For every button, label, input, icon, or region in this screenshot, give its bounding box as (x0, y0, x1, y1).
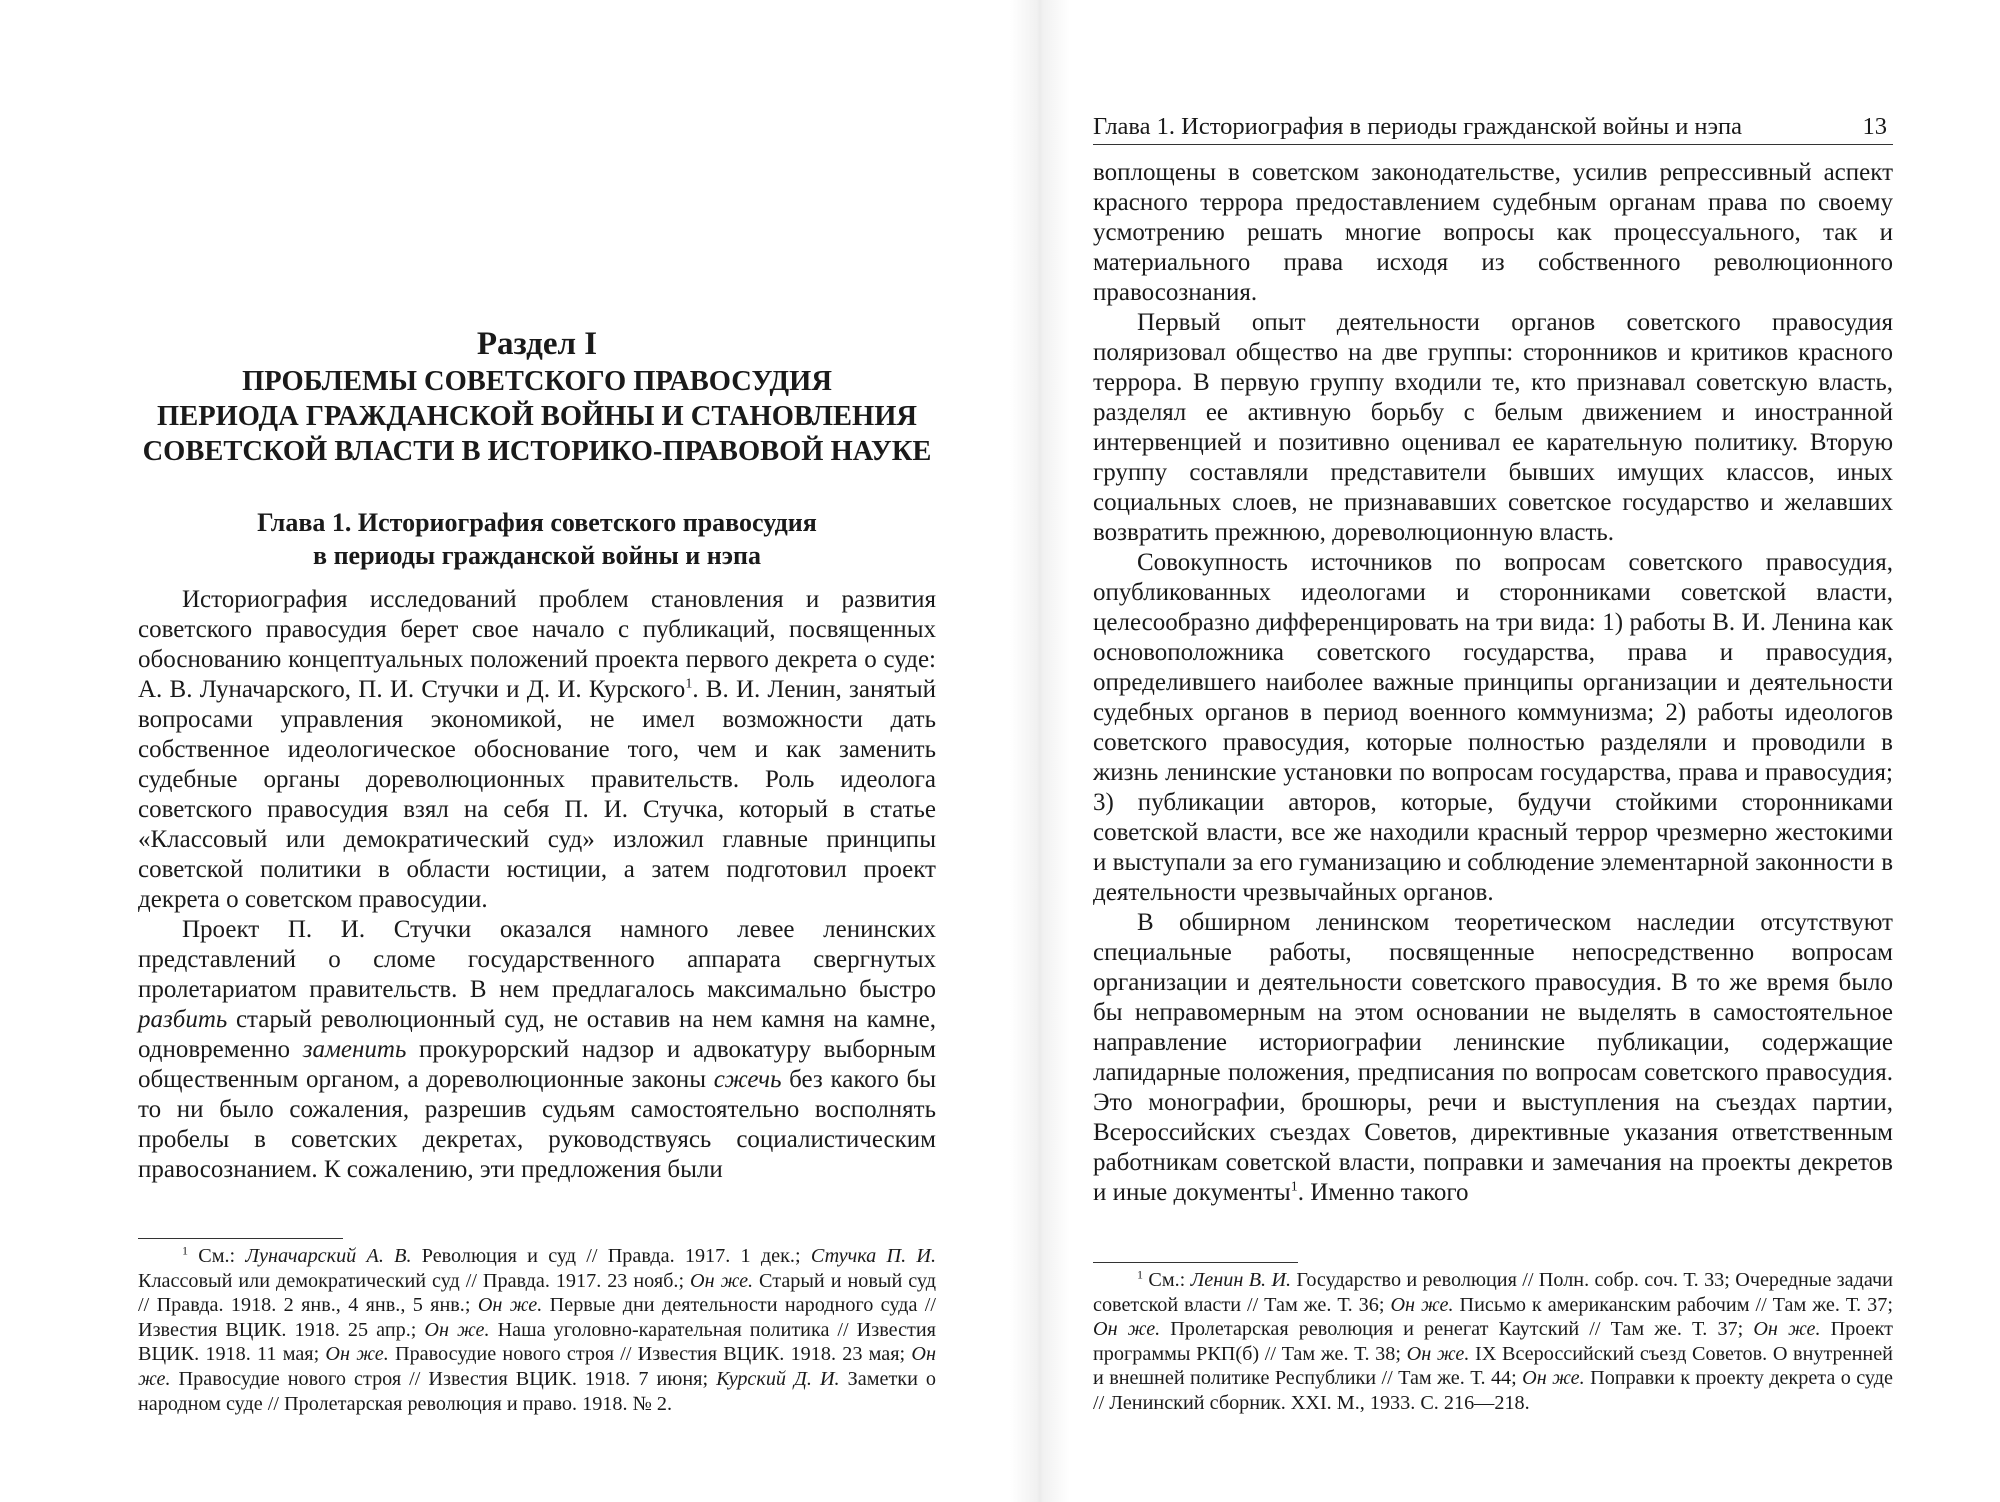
footnote-author: Ленин В. И. (1190, 1269, 1292, 1291)
paragraph-text: . В. И. Ленин, занятый вопросами управления экономикой, не имел возможности дать собственное идеологическое обоснование того, чем и как заменить судебные органы дореволюционных правительств. Роль идеолога советского правосудия взял на себя П. И. Стучка, который в статье «Классовый или демократический суд» изложил главные принципы советской политики в области юстиции, а затем подготовил проект декрета о советском правосудии. (138, 676, 936, 913)
body-paragraph (138, 585, 936, 915)
footnote-author: Он же. (1406, 1342, 1470, 1365)
emphasis-text: сжечь (713, 1066, 782, 1093)
body-paragraph: Совокупность источников по вопросам советского правосудия, опубликованных идеологами и сторонниками советской власти, целесообразно дифференцировать на три вида: 1) работы В. И. Ленина как основоположника советского государства, права и правосудия, определившего наиболее важные принципы организации и деятельности судебных органов в период военного коммунизма; 2) работы идеологов советского правосудия, которые полностью разделяли и проводили в жизнь ленинские установки по вопросам государства, права и правосудия; 3) публикации авторов, которые, будучи стойкими сторонниками советской власти, все же находили красный террор чрезмерно жестокими и выступали за его гуманизацию и соблюдение элементарной законности в деятельности чрезвычайных органов. (1093, 549, 1893, 906)
footnote-ref: 1 (1290, 1179, 1298, 1195)
chapter-title-line: Глава 1. Историография советского правосудия (257, 508, 817, 537)
left-page (138, 0, 936, 1502)
right-page (1093, 0, 1893, 1502)
body-paragraph: воплощены в советском законодательстве, усилив репрессивный аспект красного террора предоставлением судебным органам права по своему усмотрению решать многие вопросы как процессуального, так и материального права исходя из собственного революционного правосознания. (1093, 159, 1893, 306)
section-heading (138, 324, 936, 469)
running-head-title: Глава 1. Историография в периоды гражданской войны и нэпа (1093, 113, 1743, 140)
footnote-text: Проект программы РКП(б) // Там же. Т. 38; (1093, 1318, 1893, 1365)
footnote-rule (138, 1238, 343, 1239)
footnote-rule (1093, 1262, 1298, 1263)
footnote-author: Он же. (424, 1318, 490, 1341)
footnote-author: Луначарский А. В. (245, 1245, 412, 1267)
running-head (1093, 112, 1893, 145)
footnote-text: Правосудие нового строя // Известия ВЦИК. 1918. 7 июня; (170, 1367, 717, 1390)
footnote-text: См.: (188, 1245, 246, 1267)
left-body-text (138, 585, 936, 1185)
paragraph-text: Проект П. И. Стучки оказался намного левее ленинских представлений о сломе государственного аппарата свергнутых пролетариатом правительств. В нем предлагалось максимально быстро (138, 916, 936, 1003)
section-title-line: СОВЕТСКОЙ ВЛАСТИ В ИСТОРИКО-ПРАВОВОЙ НАУКЕ (142, 436, 932, 467)
section-label: Раздел I (476, 326, 598, 362)
right-body-text (1093, 158, 1893, 1208)
footnote-text: IX Всероссийский съезд Советов. О внутренней и внешней политике Республики // Там же. Т. 44; (1093, 1342, 1893, 1390)
footnote-author: Он же. (1753, 1318, 1821, 1341)
footnote-ref: 1 (685, 676, 693, 692)
footnote-marker: 1 (182, 1243, 188, 1258)
footnote-text: Письмо к американским рабочим // Там же. Т. 37; (1453, 1293, 1893, 1316)
footnote-author: Он же. (1522, 1367, 1585, 1390)
footnote-author: Курский Д. И. (716, 1367, 840, 1390)
footnote-author: Он же. (138, 1343, 936, 1390)
emphasis-text: заменить (302, 1036, 407, 1063)
footnote-author: Он же. (477, 1294, 543, 1317)
footnote-author: Стучка П. И. (810, 1245, 936, 1267)
footnote (138, 1244, 936, 1416)
footnote-text: Заметки о народном суде // Пролетарская революция и право. 1918. № 2. (138, 1367, 936, 1415)
footnote-text: Правосудие нового строя // Известия ВЦИК. 1918. 23 мая; (388, 1343, 912, 1366)
footnote-marker: 1 (1137, 1267, 1143, 1282)
footnote (1093, 1268, 1893, 1416)
page-number: 13 (1862, 113, 1887, 140)
paragraph-text: старый революционный суд, не оставив на нем камня на камне, одновременно (138, 1006, 936, 1063)
body-paragraph (138, 915, 936, 1185)
paragraph-text: Историография исследований проблем становления и развития советского правосудия берет свое начало с публикаций, посвященных обоснованию концептуальных положений проекта первого декрета о суде: А. В. Луначарского, П. И. Стучки и Д. И. Курского (138, 586, 936, 703)
body-paragraph: Первый опыт деятельности органов советского правосудия поляризовал общество на две группы: сторонников и критиков красного террора. В первую группу входили те, кто признавал советскую власть, разделял ее активную борьбу с белым движением и иностранной интервенцией и позитивно оценивал ее карательную политику. Вторую группу составляли представители бывших имущих классов, иных социальных слоев, не признававших советское государство и желавших возвратить прежнюю, дореволюционную власть. (1093, 309, 1893, 546)
paragraph-text: В обширном ленинском теоретическом наследии отсутствуют специальные работы, посвященные непосредственно вопросам организации и деятельности советского правосудия. В то же время было бы неправомерным на этом основании не выделять в самостоятельное направление историографии ленинские публикации, содержащие лапидарные положения, предписания по вопросам советского правосудия. Это монографии, брошюры, речи и выступления на съездах партии, Всероссийских съездах Советов, директивные указания ответственным работникам советской власти, поправки и замечания на проекты декретов и иные документы (1093, 909, 1893, 1206)
chapter-heading (138, 506, 936, 572)
paragraph-text: без какого бы то ни было сожаления, разрешив судьям самостоятельно восполнять пробелы в советских декретах, руководствуясь социалистическим правосознанием. К сожалению, эти предложения были (138, 1066, 936, 1183)
footnote-text: Пролетарская революция и ренегат Каутский // Там же. Т. 37; (1160, 1318, 1754, 1341)
footnote-text: Государство и революция // Полн. собр. соч. Т. 33; Очередные задачи советской власти // Там же. Т. 36; (1093, 1269, 1893, 1316)
footnote-text: Революция и суд // Правда. 1917. 1 дек.; (411, 1245, 811, 1267)
section-title-line: ПРОБЛЕМЫ СОВЕТСКОГО ПРАВОСУДИЯ (242, 366, 832, 397)
footnote-text: Классовый или демократический суд // Правда. 1917. 23 нояб.; (138, 1269, 691, 1292)
footnote-author: Он же. (1390, 1293, 1454, 1316)
footnote-text: Старый и новый суд // Правда. 1918. 2 янв., 4 янв., 5 янв.; (138, 1269, 936, 1317)
chapter-title-line: в периоды гражданской войны и нэпа (313, 541, 761, 570)
footnote-text: Первые дни деятельности народного суда // Известия ВЦИК. 1918. 25 апр.; (138, 1294, 936, 1341)
footnote-text: Наша уголовно-карательная политика // Известия ВЦИК. 1918. 11 мая; (138, 1318, 936, 1366)
footnote-author: Он же. (690, 1269, 754, 1292)
body-paragraph (1093, 908, 1893, 1208)
footnote-text: Поправки к проекту декрета о суде // Ленинский сборник. XXI. М., 1933. С. 216—218. (1093, 1367, 1893, 1414)
paragraph-text: прокурорский надзор и адвокатуру выборным общественным органом, а дореволюционные законы (138, 1036, 937, 1093)
footnote-text: См.: (1143, 1269, 1191, 1291)
footnote-author: Он же. (325, 1343, 389, 1366)
emphasis-text: разбить (138, 1006, 228, 1033)
footnote-author: Он же. (1093, 1318, 1161, 1341)
paragraph-text: . Именно такого (1297, 1179, 1469, 1206)
book-gutter (1010, 0, 1070, 1502)
section-title-line: ПЕРИОДА ГРАЖДАНСКОЙ ВОЙНЫ И СТАНОВЛЕНИЯ (157, 401, 917, 432)
